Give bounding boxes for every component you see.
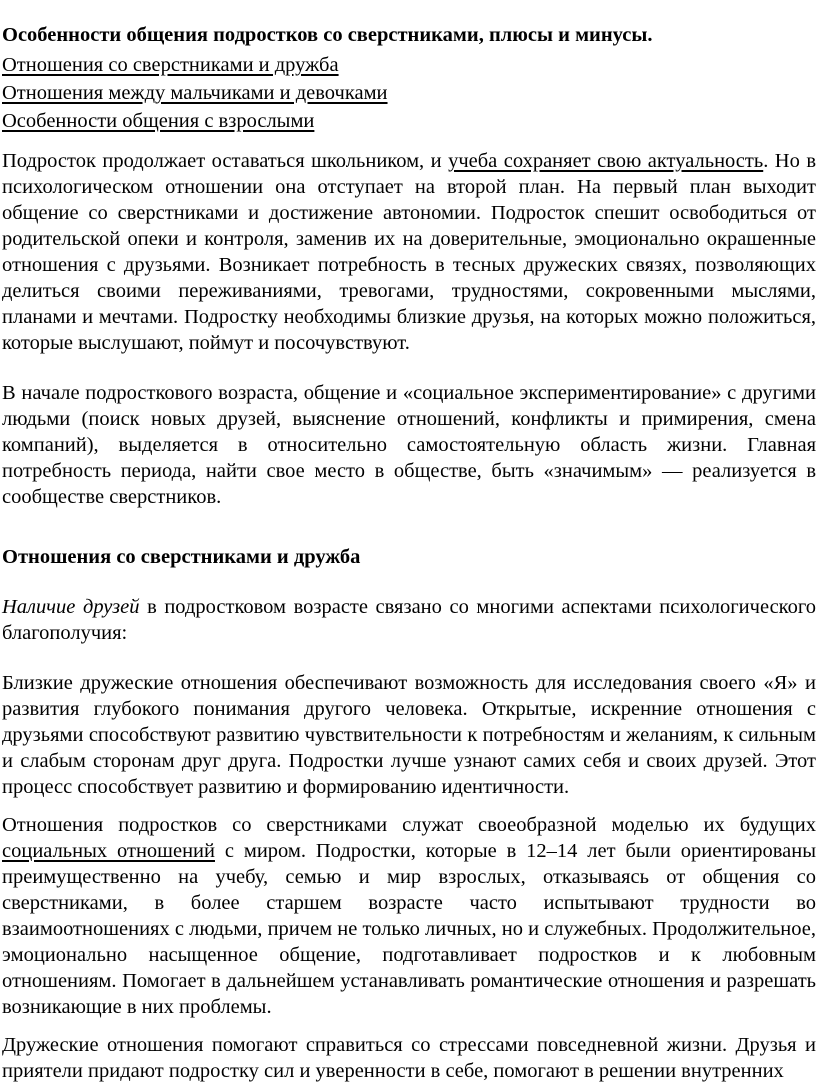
- paragraph-close-friendship: Близкие дружеские отношения обеспечивают возможность для исследования своего «Я» и развития глубокого понимания другого человека. Открытые, искренние отношения с друзьями способствуют развитию чувствительности к потребностям и желаниям, к сильным и слабым сторонам друг друга. Подростки лучше узнают самих себя и своих друзей. Этот процесс способствует развитию и формированию идентичности.: [2, 672, 816, 798]
- paragraph-social-experiment: В начале подросткового возраста, общение и «социальное экспериментирование» с другими людьми (поиск новых друзей, выяснение отношений, конфликты и примирения, смена компаний), выделяется в относительно самостоятельную область жизни. Главная потребность периода, найти свое место в обществе, быть «значимым» — реализуется в сообществе сверстников.: [2, 382, 816, 508]
- paragraph-peer-relations: Отношения подростков со сверстниками служат своеобразной моделью их будущих социальных отношений с миром. Подростки, которые в 12–14 лет были ориентированы преимущественно на учебу, семью и мир взрослых, отказываясь от общения со сверстниками, в более старшем возрасте часто испытывают трудности во взаимоотношениях с людьми, причем не только личных, но и служебных. Продолжительное, эмоционально насыщенное общение, подготавливает подростков и к любовным отношениям. Помогает в дальнейшем устанавливать романтические отношения и разрешать возникающие в них проблемы.: [2, 814, 816, 1018]
- toc-link-adults[interactable]: Особенности общения с взрослыми: [2, 110, 315, 132]
- link-social-relations[interactable]: социальных отношений: [2, 840, 215, 862]
- table-of-contents: [2, 52, 816, 134]
- italic-term: Наличие друзей: [2, 596, 140, 618]
- toc-link-boys-girls[interactable]: Отношения между мальчиками и девочками: [2, 82, 388, 104]
- paragraph-intro: Подросток продолжает оставаться школьником, и учеба сохраняет свою актуальность. Но в психологическом отношении она отступает на второй план. На первый план выходит общение со сверстниками и достижение автономии. Подросток спешит освободиться от родительской опеки и контроля, заменив их на доверительные, эмоционально окрашенные отношения с друзьями. Возникает потребность в тесных дружеских связях, позволяющих делиться своими переживаниями, тревогами, трудностями, сокровенными мыслями, планами и мечтами. Подростку необходимы близкие друзья, на которых можно положиться, которые выслушают, поймут и посочувствуют.: [2, 150, 816, 354]
- section-heading: Отношения со сверстниками и дружба: [2, 546, 361, 568]
- paragraph-stress: Дружеские отношения помогают справиться со стрессами повседневной жизни. Друзья и приятели придают подростку сил и уверенности в себе, помогают в решении внутренних: [2, 1034, 816, 1082]
- document-title: Особенности общения подростков со сверстниками, плюсы и минусы.: [2, 24, 653, 46]
- toc-link-peer-friendship[interactable]: Отношения со сверстниками и дружба: [2, 54, 339, 76]
- paragraph-friends-presence: Наличие друзей в подростковом возрасте связано со многими аспектами психологического благополучия:: [2, 596, 816, 644]
- link-study-relevance[interactable]: учеба сохраняет свою актуальность: [448, 150, 764, 172]
